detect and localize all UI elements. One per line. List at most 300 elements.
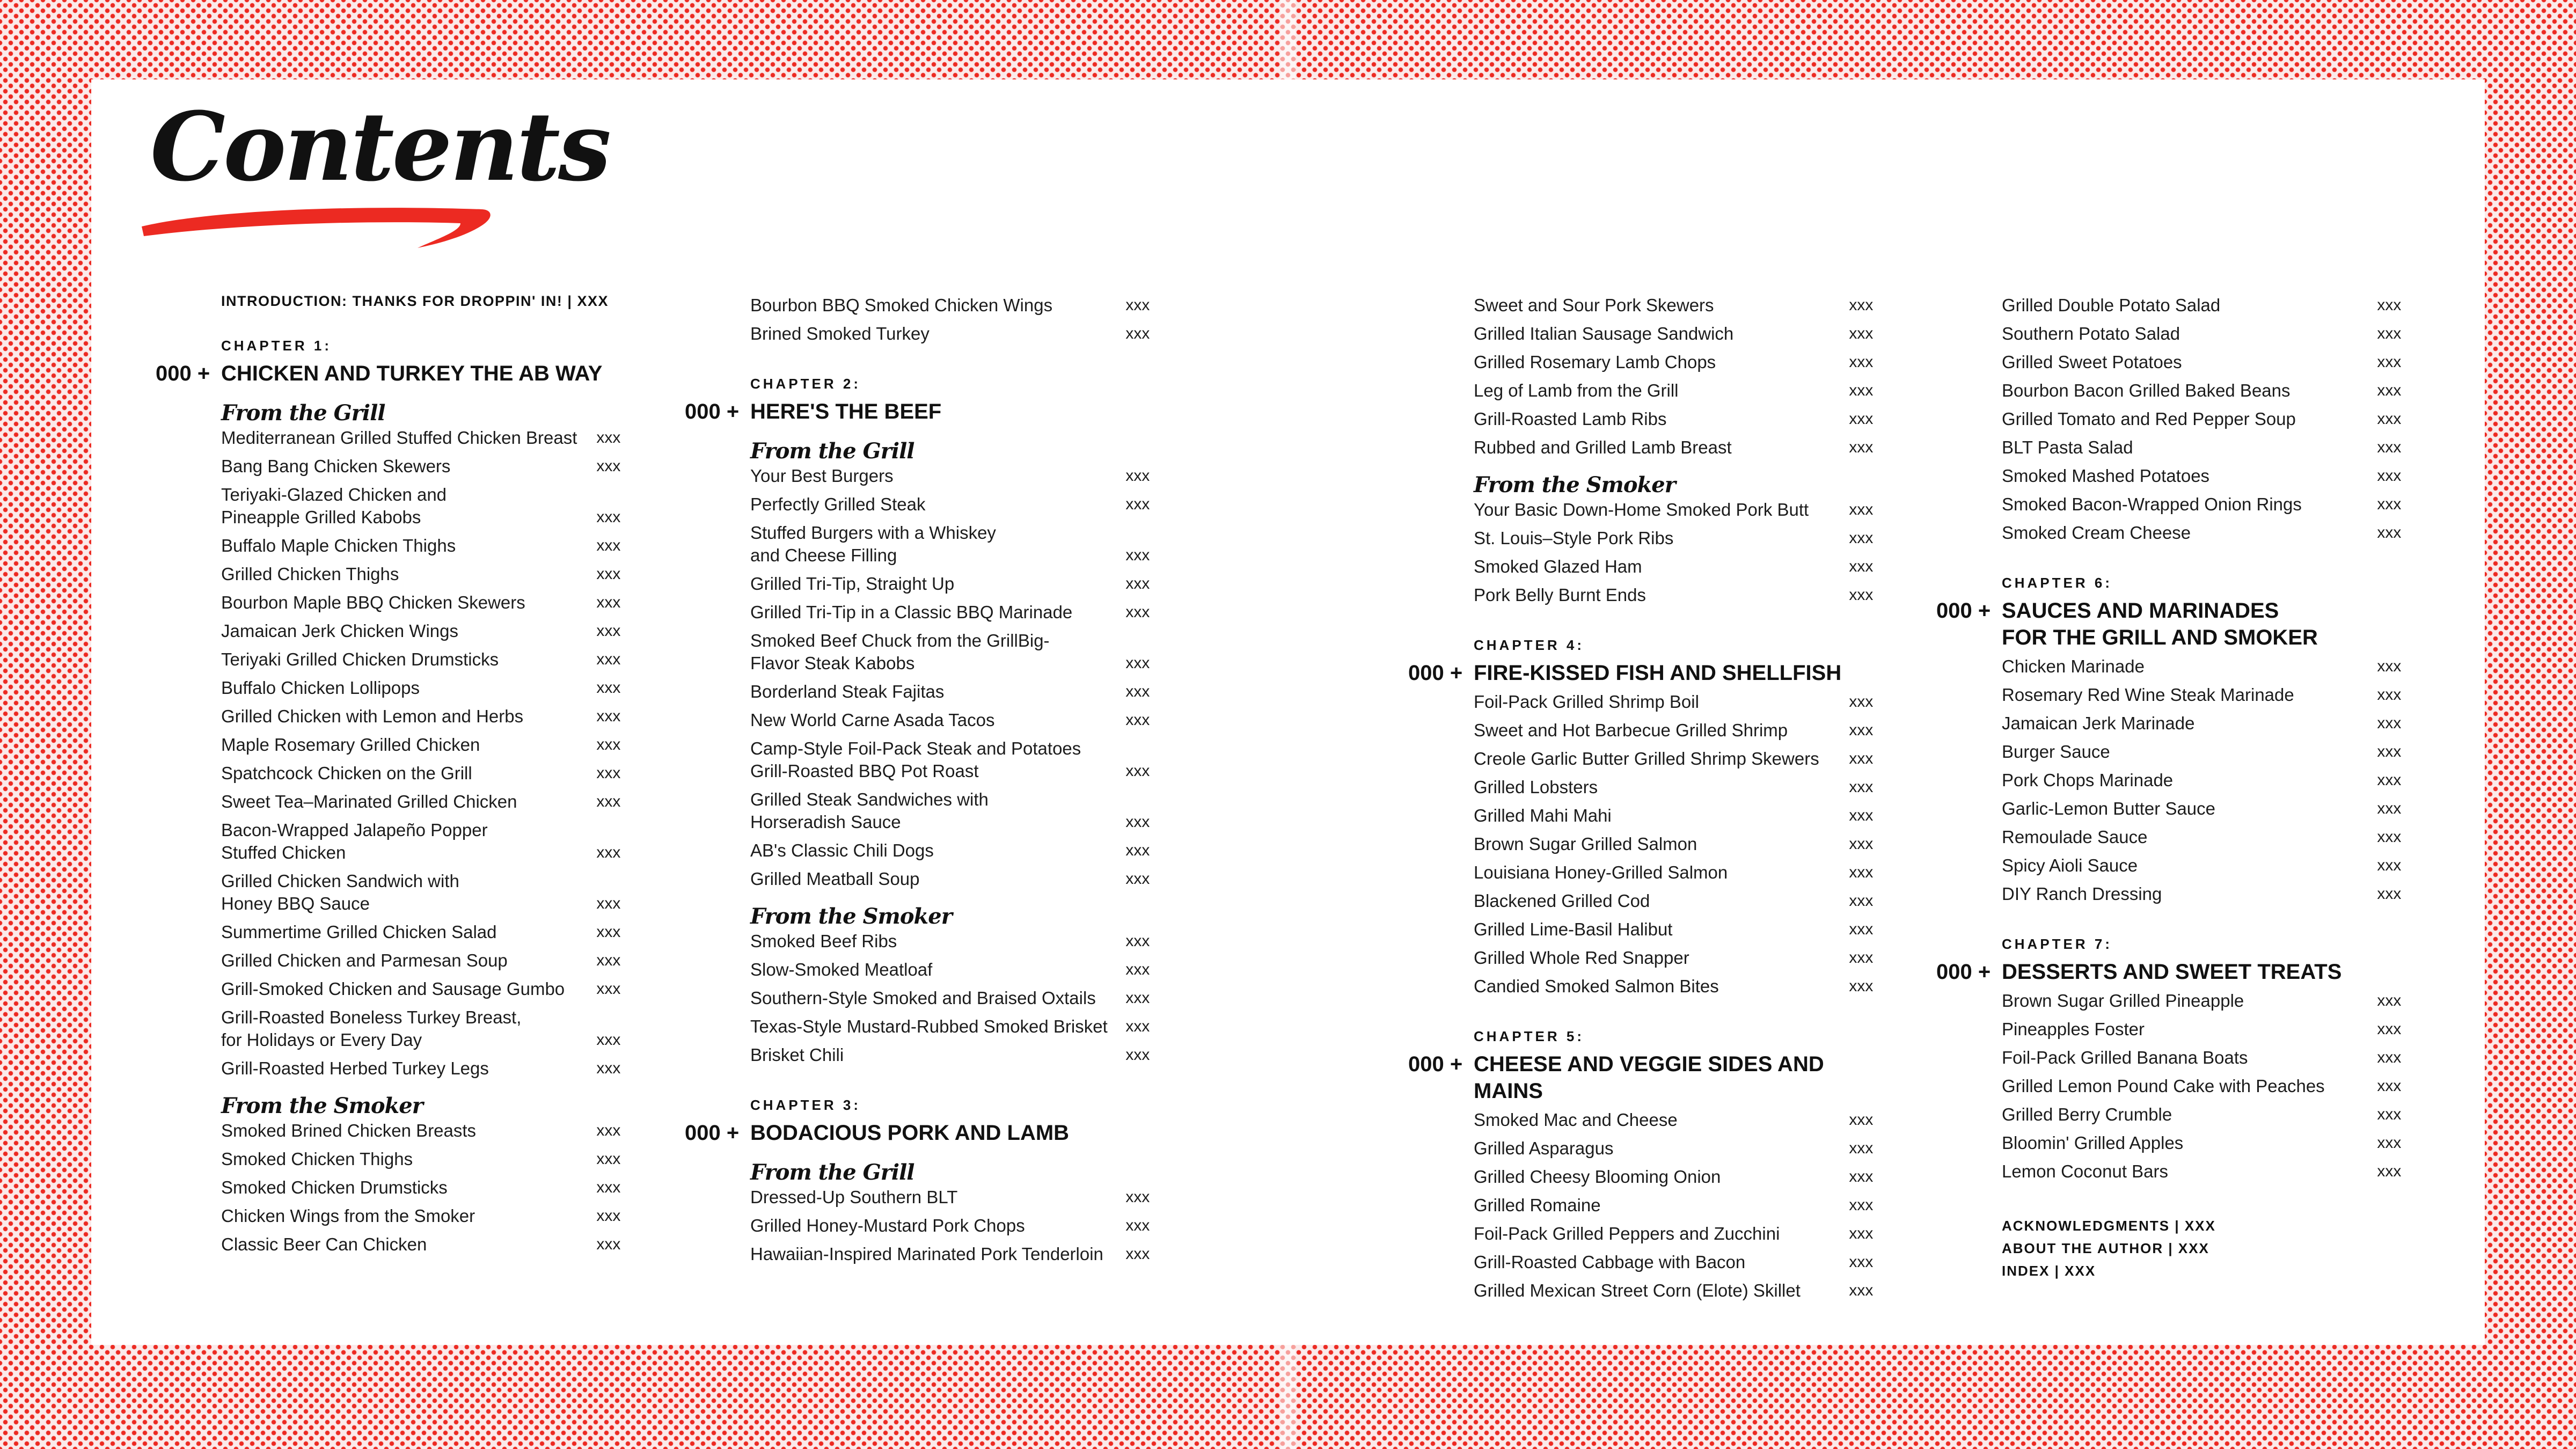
entry-page: xxx — [1125, 762, 1150, 780]
entry-page: xxx — [1849, 807, 1874, 824]
entry-page: xxx — [1849, 558, 1874, 575]
entry-title: Grilled Berry Crumble — [2002, 1104, 2172, 1124]
toc-entry[interactable] — [750, 323, 1168, 345]
entry-page: xxx — [2377, 992, 2402, 1009]
entry-title: Grilled Meatball Soup — [750, 869, 920, 889]
entry-page: xxx — [596, 1059, 621, 1077]
continued-list — [1936, 294, 2419, 544]
chapter-5 — [1408, 1029, 1891, 1302]
toc-entry[interactable] — [221, 791, 639, 813]
toc-entry[interactable] — [221, 1205, 639, 1227]
entry-page: xxx — [596, 923, 621, 941]
entry-page: xxx — [1125, 1245, 1150, 1263]
toc-entry[interactable] — [2002, 1132, 2419, 1154]
entry-title: Brown Sugar Grilled Salmon — [1474, 834, 1697, 854]
entry-title: Dressed-Up Southern BLT — [750, 1187, 958, 1207]
entry-page: xxx — [1125, 961, 1150, 978]
toc-entry[interactable] — [221, 427, 639, 449]
chapter-7 — [1936, 937, 2419, 1183]
toc-entry[interactable] — [1474, 804, 1891, 827]
entry-title: Borderland Steak Fajitas — [750, 682, 945, 701]
entry-page: xxx — [596, 844, 621, 861]
toc-entry[interactable] — [750, 522, 1168, 567]
entry-page: xxx — [2377, 438, 2402, 456]
chapter-title[interactable] — [1408, 1051, 1891, 1104]
toc-entry[interactable] — [1474, 555, 1891, 578]
chapter-label: CHAPTER 7: — [2002, 936, 2113, 952]
entry-page: xxx — [2377, 495, 2402, 513]
introduction-entry[interactable]: INTRODUCTION: THANKS FOR DROPPIN' IN! | XXX — [221, 293, 609, 309]
entry-page: xxx — [2377, 800, 2402, 817]
entry-title: New World Carne Asada Tacos — [750, 710, 995, 730]
entry-title: Spatchcock Chicken on the Grill — [221, 763, 472, 783]
toc-entry[interactable] — [1474, 436, 1891, 459]
toc-entry[interactable] — [2002, 655, 2419, 678]
toc-entry[interactable] — [750, 737, 1168, 782]
toc-entry[interactable] — [750, 493, 1168, 516]
toc-entry[interactable] — [221, 921, 639, 943]
entry-title: Chicken Wings from the Smoker — [221, 1206, 475, 1226]
toc-entry[interactable] — [2002, 990, 2419, 1012]
toc-entry[interactable] — [750, 573, 1168, 595]
entry-page: xxx — [2377, 410, 2402, 428]
toc-entry[interactable] — [221, 1057, 639, 1080]
entry-page: xxx — [596, 650, 621, 668]
toc-entry[interactable] — [221, 1006, 639, 1051]
entry-title: Smoked Cream Cheese — [2002, 523, 2191, 543]
entry-page: xxx — [1849, 778, 1874, 796]
toc-entry[interactable] — [221, 1233, 639, 1256]
section-heading-grill: From the Grill — [750, 438, 914, 464]
toc-entry[interactable] — [1474, 379, 1891, 402]
entry-page: xxx — [596, 594, 621, 611]
entry-title: Smoked Beef Ribs — [750, 931, 897, 951]
entry-page: xxx — [596, 429, 621, 447]
chapter-label: CHAPTER 2: — [750, 376, 861, 392]
entry-page: xxx — [596, 980, 621, 998]
entry-title: Foil-Pack Grilled Peppers and Zucchini — [1474, 1224, 1780, 1243]
entry-title: Candied Smoked Salmon Bites — [1474, 976, 1719, 996]
entry-title: Teriyaki-Glazed Chicken and Pineapple Grilled Kabobs — [221, 485, 447, 527]
toc-entry[interactable] — [750, 465, 1168, 487]
entry-page: xxx — [596, 1122, 621, 1139]
toc-entry[interactable] — [750, 839, 1168, 862]
column-1 — [156, 294, 639, 1262]
entry-title: Summertime Grilled Chicken Salad — [221, 922, 497, 942]
toc-entry[interactable] — [2002, 323, 2419, 345]
toc-entry[interactable] — [750, 1214, 1168, 1237]
entry-title: Southern Potato Salad — [2002, 324, 2180, 343]
entry-page: xxx — [1849, 296, 1874, 314]
entry-title: Grill-Roasted Boneless Turkey Breast, for Holidays or Every Day — [221, 1007, 522, 1050]
toc-entry[interactable] — [1474, 918, 1891, 941]
section-heading-smoker: From the Smoker — [1474, 472, 1675, 497]
toc-entry[interactable] — [2002, 465, 2419, 487]
toc-entry[interactable] — [221, 563, 639, 586]
entry-title: Grilled Rosemary Lamb Chops — [1474, 352, 1716, 372]
toc-entry[interactable] — [2002, 854, 2419, 877]
toc-entry[interactable] — [221, 620, 639, 642]
chapter-name: CHEESE AND VEGGIE SIDES AND MAINS — [1474, 1052, 1824, 1103]
entry-title: Bourbon Maple BBQ Chicken Skewers — [221, 592, 525, 612]
entry-page: xxx — [1849, 438, 1874, 456]
toc-entry[interactable] — [221, 949, 639, 972]
entry-page: xxx — [1125, 603, 1150, 621]
entry-page: xxx — [2377, 467, 2402, 485]
chapter-page-number: 000 + — [685, 1121, 740, 1145]
entry-page: xxx — [1125, 296, 1150, 314]
entry-page: xxx — [596, 679, 621, 697]
entry-page: xxx — [2377, 353, 2402, 371]
toc-entry[interactable] — [2002, 1075, 2419, 1097]
entry-page: xxx — [1125, 841, 1150, 859]
toc-entry[interactable] — [2002, 741, 2419, 763]
entry-title: Grilled Tri-Tip in a Classic BBQ Marinade — [750, 602, 1073, 622]
toc-entry[interactable] — [750, 1015, 1168, 1038]
entry-title: Rosemary Red Wine Steak Marinade — [2002, 685, 2294, 705]
toc-entry[interactable] — [2002, 712, 2419, 735]
toc-entry[interactable] — [221, 762, 639, 785]
entry-title: Foil-Pack Grilled Banana Boats — [2002, 1048, 2248, 1067]
toc-entry[interactable] — [2002, 1018, 2419, 1041]
entry-page: xxx — [596, 1031, 621, 1049]
toc-entry[interactable] — [2002, 379, 2419, 402]
entry-title: Smoked Glazed Ham — [1474, 557, 1642, 576]
entry-title: Grill-Roasted Cabbage with Bacon — [1474, 1252, 1746, 1272]
entry-title: Louisiana Honey-Grilled Salmon — [1474, 862, 1728, 882]
column-4 — [1936, 294, 2419, 1282]
toc-entry[interactable] — [221, 819, 639, 864]
entry-title: Stuffed Burgers with a Whiskey and Cheese Filling — [750, 523, 996, 565]
toc-entry[interactable] — [221, 535, 639, 557]
entry-title: Leg of Lamb from the Grill — [1474, 380, 1679, 400]
entry-page: xxx — [596, 537, 621, 554]
entry-page: xxx — [2377, 885, 2402, 903]
entry-page: xxx — [2377, 1077, 2402, 1095]
entry-page: xxx — [1849, 382, 1874, 399]
toc-entry[interactable] — [750, 788, 1168, 833]
title-underline-swoosh — [138, 193, 503, 252]
back-matter-entry[interactable]: INDEX | XXX — [2002, 1263, 2096, 1279]
entry-page: xxx — [1849, 949, 1874, 967]
entry-page: xxx — [2377, 325, 2402, 342]
toc-entry[interactable] — [221, 591, 639, 614]
toc-entry[interactable] — [1474, 947, 1891, 969]
toc-entry[interactable] — [1474, 584, 1891, 606]
chapter-title[interactable] — [156, 360, 639, 387]
chapter-page-number: 000 + — [685, 400, 740, 423]
chapter-title[interactable] — [1408, 660, 1891, 686]
entry-page: xxx — [596, 1150, 621, 1168]
toc-entry[interactable] — [750, 601, 1168, 624]
entry-page: xxx — [1849, 892, 1874, 910]
entry-title: Buffalo Chicken Lollipops — [221, 678, 420, 698]
entry-title: Blackened Grilled Cod — [1474, 891, 1650, 911]
toc-entry[interactable] — [1474, 1166, 1891, 1188]
toc-entry[interactable] — [750, 930, 1168, 953]
back-matter — [1936, 1214, 2419, 1282]
toc-entry[interactable] — [750, 1186, 1168, 1209]
entry-title: Your Basic Down-Home Smoked Pork Butt — [1474, 500, 1809, 519]
entry-title: Texas-Style Mustard-Rubbed Smoked Brisket — [750, 1016, 1108, 1036]
entry-page: xxx — [1125, 989, 1150, 1007]
toc-entry[interactable] — [1474, 294, 1891, 317]
toc-entry[interactable] — [2002, 493, 2419, 516]
entry-page: xxx — [1125, 495, 1150, 513]
entry-page: xxx — [1125, 467, 1150, 485]
entry-page: xxx — [2377, 714, 2402, 732]
entry-page: xxx — [1849, 977, 1874, 995]
entry-page: xxx — [1125, 711, 1150, 729]
toc-entry[interactable] — [2002, 408, 2419, 430]
entry-title: Bloomin' Grilled Apples — [2002, 1133, 2184, 1153]
entry-page: xxx — [1849, 501, 1874, 518]
entry-page: xxx — [596, 707, 621, 725]
entry-title: Classic Beer Can Chicken — [221, 1234, 427, 1254]
toc-entry[interactable] — [221, 648, 639, 671]
entry-page: xxx — [2377, 657, 2402, 675]
chapter-title[interactable] — [1936, 958, 2419, 985]
toc-entry[interactable] — [2002, 1046, 2419, 1069]
chapter-3 — [685, 1098, 1168, 1265]
entry-title: Chicken Marinade — [2002, 656, 2145, 676]
toc-entry[interactable] — [2002, 883, 2419, 905]
chapter-name: DESSERTS AND SWEET TREATS — [2002, 960, 2342, 984]
entry-page: xxx — [1125, 1046, 1150, 1064]
chapter-4 — [1408, 638, 1891, 998]
entry-title: Pork Chops Marinade — [2002, 770, 2174, 790]
entry-page: xxx — [1125, 654, 1150, 672]
chapter-page-number: 000 + — [1408, 661, 1463, 685]
entry-page: xxx — [1849, 693, 1874, 711]
toc-entry[interactable] — [221, 1119, 639, 1142]
toc-entry[interactable] — [1474, 527, 1891, 550]
entry-page: xxx — [1125, 1188, 1150, 1206]
entry-page: xxx — [1849, 920, 1874, 938]
toc-entry[interactable] — [221, 1148, 639, 1170]
entry-title: Remoulade Sauce — [2002, 827, 2148, 847]
entry-title: Grilled Lobsters — [1474, 777, 1598, 797]
entry-title: Grilled Honey-Mustard Pork Chops — [750, 1216, 1025, 1235]
chapter-title[interactable] — [685, 398, 1168, 425]
entry-title: Grilled Steak Sandwiches with Horseradish Sauce — [750, 789, 989, 832]
entry-page: xxx — [2377, 743, 2402, 760]
entry-title: Grill-Smoked Chicken and Sausage Gumbo — [221, 979, 565, 999]
toc-entry[interactable] — [1474, 351, 1891, 374]
entry-title: Slow-Smoked Meatloaf — [750, 960, 933, 979]
chapter-page-number: 000 + — [156, 362, 210, 385]
toc-entry[interactable] — [2002, 1103, 2419, 1126]
entry-page: xxx — [596, 565, 621, 583]
entry-title: Smoked Beef Chuck from the GrillBig- Flavor Steak Kabobs — [750, 631, 1050, 673]
toc-entry[interactable] — [221, 705, 639, 728]
toc-entry[interactable] — [221, 484, 639, 529]
entry-title: Bang Bang Chicken Skewers — [221, 456, 451, 476]
entry-page: xxx — [596, 895, 621, 912]
toc-entry[interactable] — [750, 1243, 1168, 1265]
entry-title: Southern-Style Smoked and Braised Oxtails — [750, 988, 1096, 1008]
toc-entry[interactable] — [1474, 748, 1891, 770]
toc-entry[interactable] — [1474, 719, 1891, 742]
entry-page: xxx — [2377, 1134, 2402, 1152]
entry-page: xxx — [2377, 524, 2402, 541]
entry-title: Grill-Roasted Herbed Turkey Legs — [221, 1058, 489, 1078]
entry-page: xxx — [1125, 575, 1150, 592]
section-heading-smoker: From the Smoker — [750, 904, 952, 929]
entry-page: xxx — [2377, 686, 2402, 704]
toc-entry[interactable] — [221, 677, 639, 699]
chapter-label: CHAPTER 1: — [221, 338, 332, 354]
entry-page: xxx — [1849, 325, 1874, 342]
continued-list — [685, 294, 1168, 345]
toc-entry[interactable] — [2002, 522, 2419, 544]
section-heading-grill: From the Grill — [750, 1160, 914, 1185]
entry-page: xxx — [596, 622, 621, 640]
entry-page: xxx — [1849, 1111, 1874, 1129]
entry-title: Grilled Tri-Tip, Straight Up — [750, 574, 955, 594]
chapter-name: HERE'S THE BEEF — [750, 400, 942, 423]
toc-entry[interactable] — [221, 978, 639, 1000]
entry-title: St. Louis–Style Pork Ribs — [1474, 528, 1674, 548]
entry-title: Smoked Mashed Potatoes — [2002, 466, 2210, 486]
entry-page: xxx — [1849, 1196, 1874, 1214]
entry-page: xxx — [1125, 1018, 1150, 1035]
toc-entry[interactable] — [221, 734, 639, 756]
entry-page: xxx — [1125, 546, 1150, 564]
entry-title: Your Best Burgers — [750, 466, 894, 486]
toc-entry[interactable] — [750, 1044, 1168, 1066]
entry-page: xxx — [1125, 1217, 1150, 1234]
toc-entry[interactable] — [1474, 1251, 1891, 1274]
entry-title: Maple Rosemary Grilled Chicken — [221, 735, 480, 755]
entry-title: Camp-Style Foil-Pack Steak and Potatoes Grill-Roasted BBQ Pot Roast — [750, 738, 1081, 781]
entry-page: xxx — [1849, 835, 1874, 853]
column-2 — [685, 294, 1168, 1271]
section-heading-grill: From the Grill — [221, 400, 385, 426]
entry-title: Jamaican Jerk Chicken Wings — [221, 621, 458, 641]
chapter-name: CHICKEN AND TURKEY THE AB WAY — [221, 362, 603, 385]
chapter-label: CHAPTER 3: — [750, 1097, 861, 1113]
entry-title: Grilled Romaine — [1474, 1195, 1601, 1215]
toc-entry[interactable] — [1474, 1109, 1891, 1131]
entry-title: Perfectly Grilled Steak — [750, 494, 926, 514]
entry-title: Foil-Pack Grilled Shrimp Boil — [1474, 692, 1699, 712]
toc-entry[interactable] — [2002, 769, 2419, 792]
entry-page: xxx — [1849, 1225, 1874, 1242]
entry-page: xxx — [1849, 863, 1874, 881]
toc-entry[interactable] — [1474, 323, 1891, 345]
entry-title: Lemon Coconut Bars — [2002, 1161, 2169, 1181]
toc-entry[interactable] — [750, 987, 1168, 1009]
toc-entry[interactable] — [2002, 436, 2419, 459]
entry-title: Brisket Chili — [750, 1045, 844, 1065]
chapter-label: CHAPTER 4: — [1474, 637, 1585, 653]
toc-entry[interactable] — [750, 680, 1168, 703]
toc-entry[interactable] — [1474, 776, 1891, 799]
column-3 — [1408, 294, 1891, 1308]
toc-entry[interactable] — [2002, 797, 2419, 820]
toc-entry[interactable] — [1474, 975, 1891, 998]
entry-title: BLT Pasta Salad — [2002, 437, 2133, 457]
toc-entry[interactable] — [1474, 691, 1891, 713]
toc-entry[interactable] — [750, 709, 1168, 731]
chapter-title[interactable] — [685, 1119, 1168, 1146]
toc-entry[interactable] — [2002, 826, 2419, 848]
entry-title: Smoked Chicken Drumsticks — [221, 1177, 448, 1197]
toc-entry[interactable] — [2002, 294, 2419, 317]
entry-page: xxx — [596, 1207, 621, 1225]
entry-page: xxx — [596, 1179, 621, 1196]
entry-title: Smoked Bacon-Wrapped Onion Rings — [2002, 494, 2302, 514]
entry-page: xxx — [2377, 1020, 2402, 1038]
toc-entry[interactable] — [1474, 499, 1891, 521]
entry-page: xxx — [1849, 353, 1874, 371]
chapter-1 — [156, 339, 639, 1256]
toc-entry[interactable] — [1474, 408, 1891, 430]
toc-entry[interactable] — [221, 455, 639, 478]
entry-page: xxx — [596, 764, 621, 782]
back-matter-entry[interactable]: ABOUT THE AUTHOR | XXX — [2002, 1240, 2209, 1256]
entry-title: Grilled Cheesy Blooming Onion — [1474, 1167, 1721, 1187]
chapter-title[interactable] — [1936, 597, 2419, 651]
entry-page: xxx — [596, 1235, 621, 1253]
entry-page: xxx — [596, 736, 621, 753]
chapter-label: CHAPTER 6: — [2002, 575, 2113, 591]
toc-entry[interactable] — [750, 868, 1168, 890]
toc-entry[interactable] — [2002, 684, 2419, 706]
entry-page: xxx — [596, 952, 621, 969]
entry-page: xxx — [2377, 296, 2402, 314]
entry-title: Brined Smoked Turkey — [750, 324, 930, 343]
toc-entry[interactable] — [750, 958, 1168, 981]
toc-entry[interactable] — [750, 294, 1168, 317]
toc-entry[interactable] — [1474, 1137, 1891, 1160]
entry-title: Grilled Double Potato Salad — [2002, 295, 2221, 315]
entry-page: xxx — [1849, 410, 1874, 428]
back-matter-entry[interactable]: ACKNOWLEDGMENTS | XXX — [2002, 1218, 2216, 1234]
entry-title: Brown Sugar Grilled Pineapple — [2002, 991, 2244, 1011]
toc-entry[interactable] — [1474, 890, 1891, 912]
entry-title: AB's Classic Chili Dogs — [750, 840, 934, 860]
entry-title: Bacon-Wrapped Jalapeño Popper Stuffed Chicken — [221, 820, 488, 862]
entry-title: Sweet Tea–Marinated Grilled Chicken — [221, 792, 517, 811]
entry-title: Grilled Tomato and Red Pepper Soup — [2002, 409, 2296, 429]
toc-entry[interactable] — [1474, 861, 1891, 884]
toc-entry[interactable] — [221, 1176, 639, 1199]
toc-entry[interactable] — [221, 870, 639, 915]
entry-title: Grilled Whole Red Snapper — [1474, 948, 1689, 968]
toc-entry[interactable] — [2002, 1160, 2419, 1183]
toc-entry[interactable] — [1474, 1194, 1891, 1217]
entry-title: Garlic-Lemon Butter Sauce — [2002, 799, 2216, 818]
toc-entry[interactable] — [750, 630, 1168, 675]
entry-page: xxx — [596, 508, 621, 526]
entry-title: Grilled Sweet Potatoes — [2002, 352, 2182, 372]
toc-entry[interactable] — [1474, 833, 1891, 855]
chapter-6 — [1936, 576, 2419, 905]
toc-entry[interactable] — [1474, 1223, 1891, 1245]
toc-entry[interactable] — [1474, 1279, 1891, 1302]
entry-page: xxx — [2377, 828, 2402, 846]
entry-title: DIY Ranch Dressing — [2002, 884, 2162, 904]
chapter-page-number: 000 + — [1936, 599, 1991, 623]
entry-title: Grilled Asparagus — [1474, 1138, 1614, 1158]
entry-title: Teriyaki Grilled Chicken Drumsticks — [221, 649, 499, 669]
entry-title: Grill-Roasted Lamb Ribs — [1474, 409, 1667, 429]
entry-page: xxx — [1849, 721, 1874, 739]
entry-title: Creole Garlic Butter Grilled Shrimp Skewers — [1474, 749, 1819, 769]
toc-entry[interactable] — [2002, 351, 2419, 374]
